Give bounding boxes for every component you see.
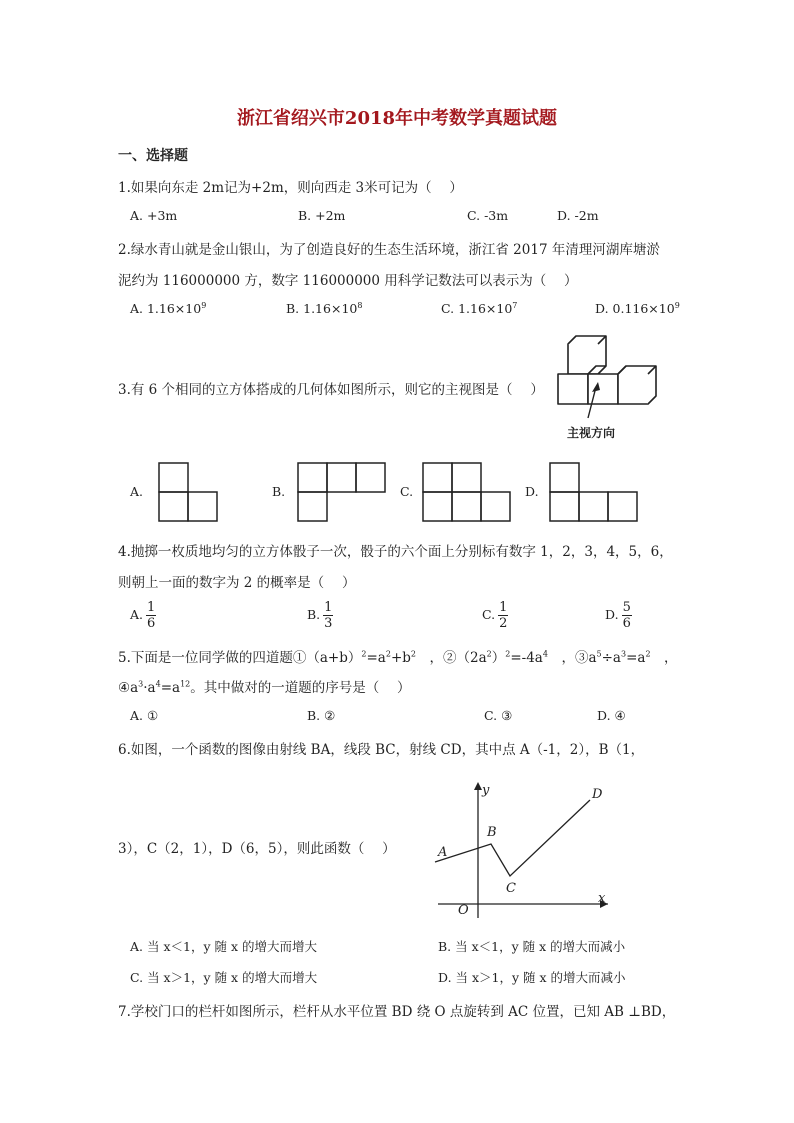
question-4-line-1: 4.抛掷一枚质地均匀的立方体骰子一次，骰子的六个面上分别标有数字 1，2，3，4，5，6， — [118, 544, 673, 560]
q4-option-c: C. $\frac{1}{2}$ — [482, 600, 508, 631]
point-a-label: A — [438, 845, 448, 860]
q3-option-c-figure — [421, 461, 513, 525]
q5-option-a: A. ① — [130, 708, 159, 723]
q1-option-a: A. +3m — [130, 208, 178, 223]
q3-option-b-label: B. — [272, 484, 286, 499]
q1-option-d: D. -2m — [557, 208, 599, 223]
q3-option-a-figure — [157, 461, 219, 525]
q2-option-d: D. $0.116\times 10^9$ — [595, 301, 680, 317]
function-polyline — [435, 800, 590, 876]
q3-option-a-label: A. — [130, 484, 144, 499]
q3-option-d-label: D. — [525, 484, 539, 499]
q3-option-b-figure — [296, 461, 388, 525]
q6-option-c: C. 当 x＞1，y 随 x 的增大而增大 — [130, 970, 318, 985]
q4-option-a: A. $\frac{1}{6}$ — [130, 600, 156, 631]
q5-option-d: D. ④ — [597, 708, 626, 723]
y-axis-label: y — [482, 783, 490, 798]
q3-option-d-figure — [548, 461, 640, 525]
question-3-stem: 3.有 6 个相同的立方体搭成的几何体如图所示，则它的主视图是（ ） — [118, 382, 544, 398]
q4-option-d: D. $\frac{5}{6}$ — [605, 600, 631, 631]
x-axis-label: x — [598, 891, 606, 906]
question-1-stem: 1.如果向东走 2m记为+2m，则向西走 3米可记为（ ） — [118, 180, 463, 196]
question-6-line-2: 3），C（2，1），D（6，5），则此函数（ ） — [118, 841, 396, 857]
point-d-label: D — [592, 787, 603, 802]
q2-option-c: C. $1.16\times 10^7$ — [441, 301, 518, 317]
q6-option-a: A. 当 x＜1，y 随 x 的增大而增大 — [130, 939, 317, 954]
q3-option-c-label: C. — [400, 484, 414, 499]
question-2-line-1: 2.绿水青山就是金山银山，为了创造良好的生态生活环境，浙江省 2017 年清理河湖库塘淤 — [118, 242, 660, 258]
q4-option-b: B. $\frac{1}{3}$ — [307, 600, 333, 631]
question-4-line-2: 则朝上一面的数字为 2 的概率是（ ） — [118, 575, 356, 591]
question-6-line-1: 6.如图，一个函数的图像由射线 BA，线段 BC，射线 CD，其中点 A（-1，2），B（1， — [118, 742, 645, 758]
q1-option-b: B. +2m — [298, 208, 346, 223]
question-2-line-2: 泥约为 116000000 方，数字 116000000 用科学记数法可以表示为（ ） — [118, 273, 578, 289]
origin-label: O — [458, 903, 469, 918]
y-axis-arrow — [474, 782, 482, 790]
q6-option-d: D. 当 x＞1，y 随 x 的增大而减小 — [438, 970, 626, 985]
view-direction-caption: 主视方向 — [567, 426, 616, 440]
function-graph — [432, 778, 612, 920]
question-7-line-1: 7.学校门口的栏杆如图所示，栏杆从水平位置 BD 绕 O 点旋转到 AC 位置，已知 AB ⊥BD， — [118, 1004, 676, 1020]
q2-option-a: A. $1.16\times 10^9$ — [130, 301, 207, 317]
section-heading: 一、选择题 — [118, 148, 188, 164]
question-5-line-1: 5.下面是一位同学做的四道题$①(a+b)^2=a^2+b^2$ ，$②(2a^2)^2=-4a^4$ ，$③a^5\div a^3=a^2$ ， — [118, 649, 678, 666]
point-c-label: C — [506, 881, 516, 896]
q1-option-c: C. -3m — [467, 208, 509, 223]
q2-option-b: B. $1.16\times 10^8$ — [286, 301, 363, 317]
q6-option-b: B. 当 x＜1，y 随 x 的增大而减小 — [438, 939, 626, 954]
q5-option-b: B. ② — [307, 708, 336, 723]
page-title: 浙江省绍兴市2018年中考数学真题试题 — [236, 108, 558, 129]
question-5-line-2: $④a^3\cdot a^4=a^{12}$。其中做对的一道题的序号是（ ） — [118, 679, 411, 696]
q5-option-c: C. ③ — [484, 708, 513, 723]
point-b-label: B — [487, 825, 497, 840]
